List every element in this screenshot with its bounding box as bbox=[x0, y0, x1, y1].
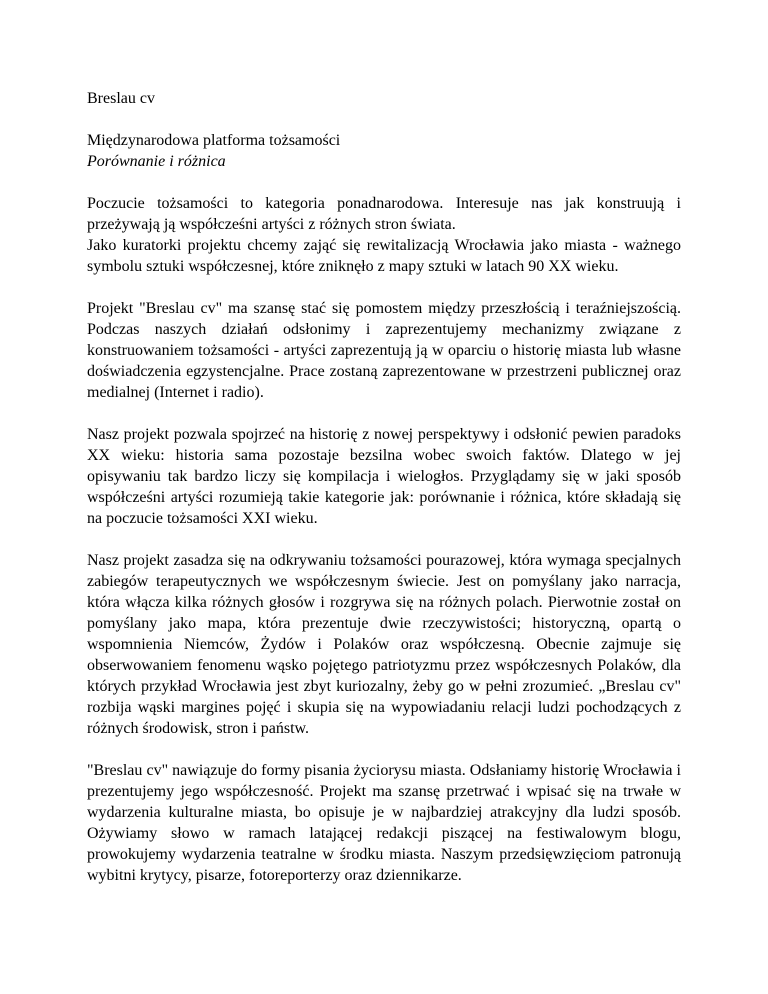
platform-subtitle-italic: Porównanie i różnica bbox=[87, 153, 226, 170]
intro-line-1: Poczucie tożsamości to kategoria ponadnarodowa. Interesuje nas jak konstruują i przeżywają ją współcześni artyści z różnych stron świata. bbox=[87, 195, 681, 233]
title-block bbox=[87, 130, 681, 172]
document-title: Breslau cv bbox=[87, 90, 155, 107]
paragraph-identity: Nasz projekt zasadza się na odkrywaniu tożsamości pourazowej, która wymaga specjalnych zabiegów terapeutycznych we współczesnym świecie. Jest on pomyślany jako narracja, która włącza kilka różnych głosów i rozgrywa się na różnych polach. Pierwotnie został on pomyślany jako mapa, która prezentuje dwie rzeczywistości; historyczną, opartą o wspomnienia Niemców, Żydów i Polaków oraz współczesną. Obecnie zajmuje się obserwowaniem fenomenu wąsko pojętego patriotyzmu przez współczesnych Polaków, dla których przykład Wrocławia jest zbyt kuriozalny, żeby go w pełni zrozumieć. „Breslau cv" rozbija wąski margines pojęć i skupia się na wypowiadaniu relacji ludzi pochodzących z różnych środowisk, stron i państw. bbox=[87, 552, 681, 737]
document-body bbox=[87, 88, 681, 907]
paragraph-bridge: Projekt "Breslau cv" ma szansę stać się pomostem między przeszłością i teraźniejszością. Podczas naszych działań odsłonimy i zaprezentujemy mechanizmy związane z konstruowaniem tożsamości - artyści zaprezentują ją w oparciu o historię miasta lub własne doświadczenia egzystencjalne. Prace zostaną zaprezentowane w przestrzeni publicznej oraz medialnej (Internet i radio). bbox=[87, 300, 681, 401]
platform-subtitle: Międzynarodowa platforma tożsamości bbox=[87, 132, 341, 149]
paragraph-biography: "Breslau cv" nawiązuje do formy pisania życiorysu miasta. Odsłaniamy historię Wrocławia i prezentujemy jego współczesność. Projekt ma szansę przetrwać i wpisać się na trwałe w wydarzenia kulturalne miasta, bo opisuje je w najbardziej atrakcyjny dla ludzi sposób. Ożywiamy słowo w ramach latającej redakcji piszącej na festiwalowym blogu, prowokujemy wydarzenia teatralne w środku miasta. Naszym przedsięwzięciom patronują wybitni krytycy, pisarze, fotoreporterzy oraz dziennikarze. bbox=[87, 762, 681, 884]
intro-line-2: Jako kuratorki projektu chcemy zająć się rewitalizacją Wrocławia jako miasta - ważnego symbolu sztuki współczesnej, które zniknęło z mapy sztuki w latach 90 XX wieku. bbox=[87, 237, 681, 275]
paragraph-perspective: Nasz projekt pozwala spojrzeć na historię z nowej perspektywy i odsłonić pewien paradoks XX wieku: historia sama pozostaje bezsilna wobec swoich faktów. Dlatego w jej opisywaniu tak bardzo liczy się kompilacja i wielogłos. Przyglądamy się w jaki sposób współcześni artyści rozumieją takie kategorie jak: porównanie i różnica, które składają się na poczucie tożsamości XXI wieku. bbox=[87, 426, 681, 527]
intro-paragraph bbox=[87, 193, 681, 277]
